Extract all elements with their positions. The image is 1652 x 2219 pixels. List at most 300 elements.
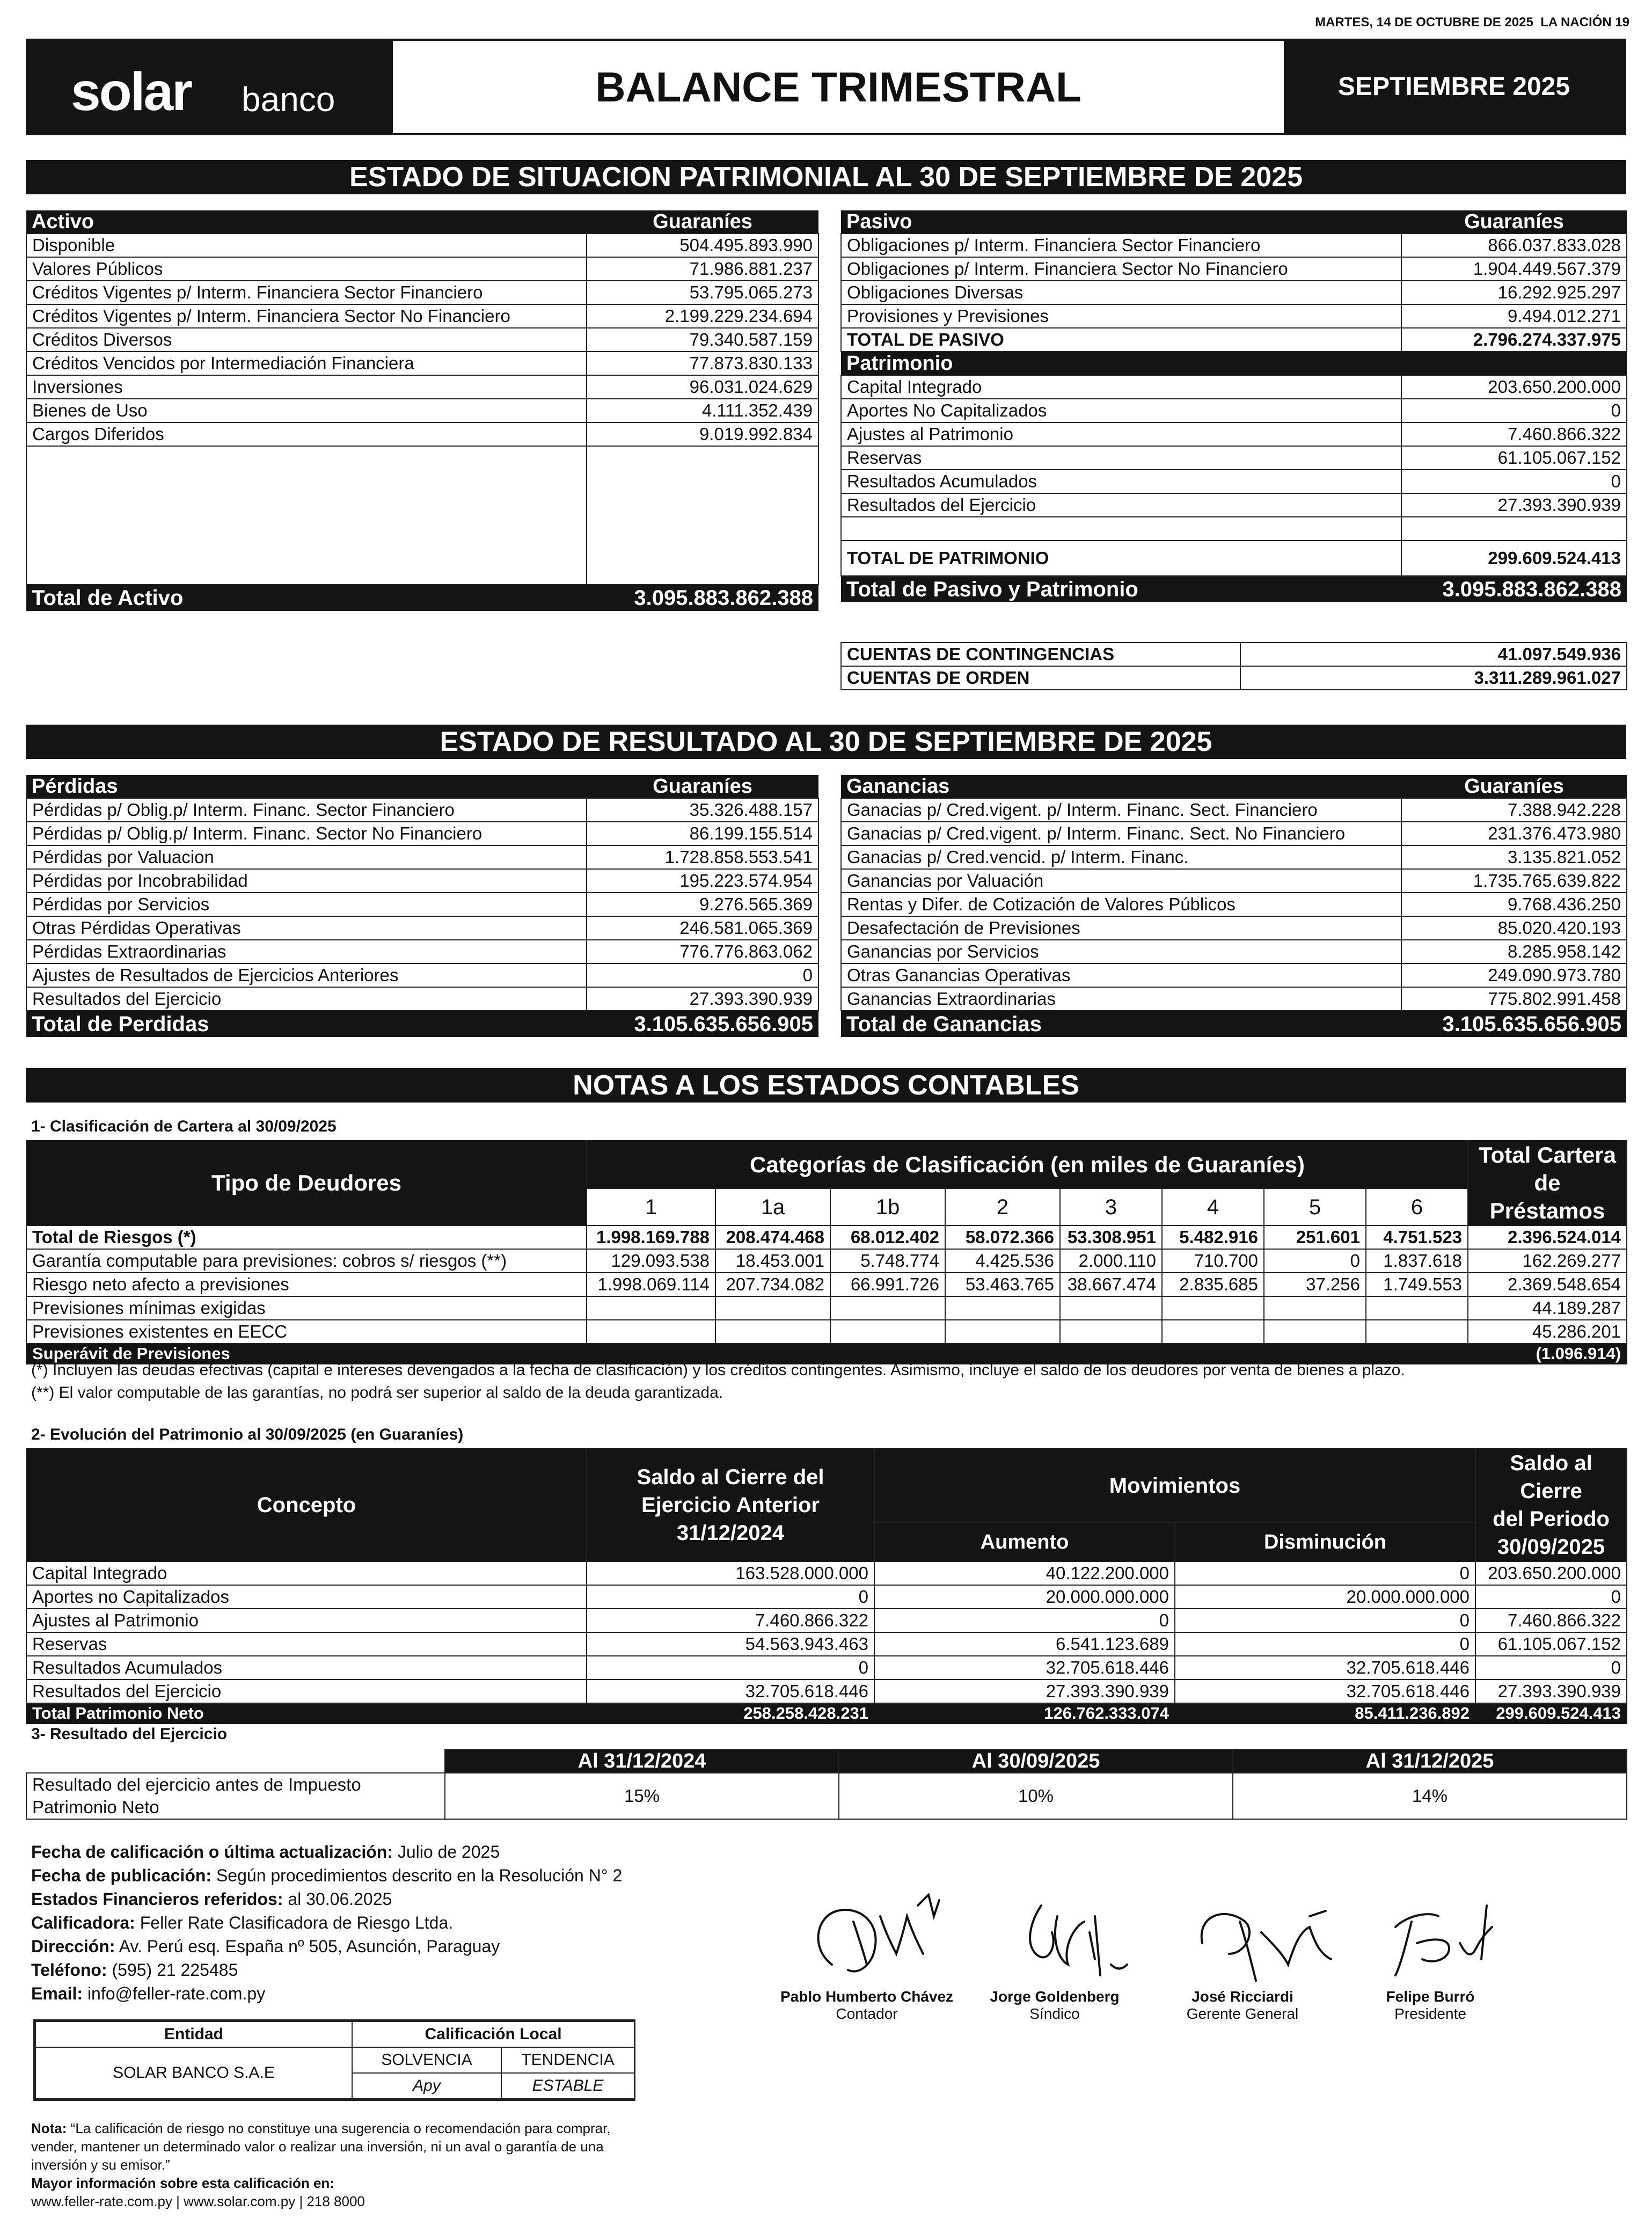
cartera-cell: 58.072.366 <box>945 1225 1060 1249</box>
ganancias-row <box>841 869 1627 893</box>
cartera-cell: 1.998.169.788 <box>587 1225 715 1249</box>
evolucion-d: 0 <box>1475 1656 1627 1680</box>
evolucion-c: 0 <box>1175 1632 1475 1656</box>
saldo-cierre-line3: 30/09/2025 <box>1497 1535 1605 1559</box>
patrimonio-label: Ajustes al Patrimonio <box>841 422 1401 446</box>
evolucion-b: 32.705.618.446 <box>874 1656 1175 1680</box>
patrimonio-value: 27.393.390.939 <box>1401 493 1627 517</box>
activo-row <box>26 281 818 304</box>
cartera-heading: 1- Clasificación de Cartera al 30/09/2025 <box>31 1118 337 1135</box>
fecha-publicacion-label: Fecha de publicación: <box>31 1866 212 1885</box>
logo-main: solar <box>71 62 192 122</box>
ganancias-value: 7.388.942.228 <box>1401 798 1627 822</box>
nota-text: “La calificación de riesgo no constituye una sugerencia o recomendación para comprar, vender, mantener un determinado valor o realizar una inversión, ni un aval o garantía de una inversión y su emisor.” <box>31 2120 611 2173</box>
perdidas-row <box>26 822 818 845</box>
activo-value: 4.111.352.439 <box>587 399 818 422</box>
perdidas-row <box>26 798 818 822</box>
telefono <box>31 1958 729 1982</box>
direccion-value: Av. Perú esq. España nº 505, Asunción, Paraguay <box>119 1937 500 1956</box>
categoria-6: 6 <box>1366 1188 1468 1225</box>
pasivo-header: Pasivo <box>841 210 1401 233</box>
cartera-cell: 710.700 <box>1162 1249 1264 1273</box>
resultado-ej-label <box>26 1773 445 1819</box>
fecha-calificacion-value: Julio de 2025 <box>397 1842 500 1862</box>
nota-disclaimer <box>31 2119 638 2210</box>
activo-value: 77.873.830.133 <box>587 352 818 375</box>
cartera-table <box>26 1140 1626 1364</box>
perdidas-table <box>26 775 818 1037</box>
ganancias-value: 1.735.765.639.822 <box>1401 869 1627 893</box>
cartera-note-2: (**) El valor computable de las garantías, no podrá ser superior al saldo de la deuda garantizada. <box>31 1384 723 1402</box>
firma-block <box>1149 1988 1336 2023</box>
cartera-cell <box>945 1320 1060 1344</box>
perdidas-value: 195.223.574.954 <box>587 869 818 893</box>
cartera-cell <box>1366 1320 1468 1344</box>
activo-spacer <box>26 446 587 585</box>
cartera-cell <box>830 1296 945 1320</box>
firma-block <box>961 1988 1149 2023</box>
evolucion-d: 0 <box>1475 1585 1627 1609</box>
orden-value: 3.311.289.961.027 <box>1240 666 1627 690</box>
perdidas-row <box>26 916 818 940</box>
cartera-row-label: Garantía computable para previsiones: cobros s/ riesgos (**) <box>26 1249 587 1273</box>
saldo-cierre-line1: Saldo al Cierre <box>1510 1451 1592 1503</box>
total-perdidas-label: Total de Perdidas <box>26 1011 587 1037</box>
patrimonio-value: 0 <box>1401 399 1627 422</box>
notas-title: NOTAS A LOS ESTADOS CONTABLES <box>26 1068 1626 1103</box>
patrimonio-row <box>841 446 1627 470</box>
perdidas-value: 0 <box>587 963 818 987</box>
cartera-row-label: Total de Riesgos (*) <box>26 1225 587 1249</box>
saldo-anterior-line1: Saldo al Cierre del <box>637 1465 824 1489</box>
categoria-2: 2 <box>945 1188 1060 1225</box>
patrimonio-label: Reservas <box>841 446 1401 470</box>
evolucion-b: 0 <box>874 1609 1175 1632</box>
saldo-cierre-header <box>1475 1449 1627 1561</box>
total-pp-label: Total de Pasivo y Patrimonio <box>841 576 1401 602</box>
cartera-notes <box>31 1359 1620 1404</box>
cartera-total: 2.369.548.654 <box>1468 1273 1627 1296</box>
evolucion-c: 32.705.618.446 <box>1175 1680 1475 1703</box>
tipo-deudores-header: Tipo de Deudores <box>26 1141 587 1225</box>
evolucion-c: 0 <box>1175 1609 1475 1632</box>
activo-row <box>26 375 818 399</box>
evolucion-total-label: Total Patrimonio Neto <box>26 1703 587 1724</box>
cartera-cell <box>945 1296 1060 1320</box>
cartera-cell: 4.425.536 <box>945 1249 1060 1273</box>
activo-spacer-value <box>587 446 818 585</box>
activo-table <box>26 210 818 611</box>
ganancias-row <box>841 916 1627 940</box>
ganancias-row <box>841 798 1627 822</box>
cartera-total: 45.286.201 <box>1468 1320 1627 1344</box>
firma-name: Felipe Burró <box>1386 1988 1475 2005</box>
perdidas-value: 35.326.488.157 <box>587 798 818 822</box>
ganancias-label: Ganancias por Valuación <box>841 869 1401 893</box>
calificacion-info <box>31 1840 729 2005</box>
signature-chavez <box>818 1895 939 1972</box>
activo-value: 96.031.024.629 <box>587 375 818 399</box>
tendencia-value: ESTABLE <box>501 2073 634 2099</box>
evolucion-row <box>26 1585 1627 1609</box>
cartera-cell: 53.308.951 <box>1060 1225 1162 1249</box>
perdidas-label: Pérdidas Extraordinarias <box>26 940 587 963</box>
activo-label: Cargos Diferidos <box>26 422 587 446</box>
pasivo-row <box>841 281 1627 304</box>
activo-value: 2.199.229.234.694 <box>587 304 818 328</box>
perdidas-value: 27.393.390.939 <box>587 987 818 1011</box>
activo-value: 71.986.881.237 <box>587 257 818 281</box>
fecha-calificacion-label: Fecha de calificación o última actualización: <box>31 1842 393 1862</box>
activo-value: 9.019.992.834 <box>587 422 818 446</box>
ganancias-row <box>841 940 1627 963</box>
concepto-header: Concepto <box>26 1449 587 1561</box>
report-title: BALANCE TRIMESTRAL <box>595 63 1081 111</box>
cartera-cell: 38.667.474 <box>1060 1273 1162 1296</box>
superavit-label: Superávit de Previsiones <box>26 1344 1468 1364</box>
firmas-row <box>773 1988 1524 2023</box>
telefono-value: (595) 21 225485 <box>112 1960 238 1980</box>
patrimonio-spacer-value <box>1401 517 1627 541</box>
cartera-cell: 251.601 <box>1264 1225 1366 1249</box>
activo-label: Inversiones <box>26 375 587 399</box>
perdidas-label: Pérdidas p/ Oblig.p/ Interm. Financ. Sector No Financiero <box>26 822 587 845</box>
total-pasivo-label: TOTAL DE PASIVO <box>841 328 1401 352</box>
perdidas-value: 1.728.858.553.541 <box>587 845 818 869</box>
signature-names <box>773 1988 1524 2023</box>
estados-referidos <box>31 1887 729 1911</box>
ganancias-label: Ganacias p/ Cred.vigent. p/ Interm. Financ. Sect. No Financiero <box>841 822 1401 845</box>
cartera-cell <box>1060 1320 1162 1344</box>
categorias-header: Categorías de Clasificación (en miles de Guaraníes) <box>587 1141 1468 1188</box>
perdidas-label: Resultados del Ejercicio <box>26 987 587 1011</box>
ganancias-header: Ganancias <box>841 775 1401 798</box>
activo-row <box>26 233 818 257</box>
pasivo-label: Obligaciones Diversas <box>841 281 1401 304</box>
activo-label: Créditos Vigentes p/ Interm. Financiera Sector No Financiero <box>26 304 587 328</box>
evolucion-b: 27.393.390.939 <box>874 1680 1175 1703</box>
evolucion-a: 32.705.618.446 <box>587 1680 874 1703</box>
patrimonio-row <box>841 470 1627 493</box>
cartera-row <box>26 1320 1627 1344</box>
categoria-5: 5 <box>1264 1188 1366 1225</box>
tendencia-header: TENDENCIA <box>501 2047 634 2073</box>
cartera-cell: 37.256 <box>1264 1273 1366 1296</box>
cartera-cell: 1.837.618 <box>1366 1249 1468 1273</box>
evolucion-row <box>26 1561 1627 1585</box>
cartera-row-label: Previsiones existentes en EECC <box>26 1320 587 1344</box>
fecha-calificacion <box>31 1840 729 1864</box>
nota-label: Nota: <box>31 2120 67 2136</box>
estados-referidos-label: Estados Financieros referidos: <box>31 1889 283 1909</box>
cartera-row <box>26 1273 1627 1296</box>
cartera-row-label: Riesgo neto afecto a previsiones <box>26 1273 587 1296</box>
pasivo-value: 9.494.012.271 <box>1401 304 1627 328</box>
resultado-ej-value-2: 10% <box>839 1773 1233 1819</box>
activo-value: 79.340.587.159 <box>587 328 818 352</box>
patrimonio-label: Resultados del Ejercicio <box>841 493 1401 517</box>
pasivo-currency: Guaraníes <box>1401 210 1627 233</box>
ganancias-value: 9.768.436.250 <box>1401 893 1627 916</box>
logo-block <box>28 41 393 133</box>
activo-row <box>26 422 818 446</box>
ganancias-row <box>841 963 1627 987</box>
resultado-ej-col-2: Al 30/09/2025 <box>839 1749 1233 1773</box>
cartera-cell <box>1162 1296 1264 1320</box>
patrimonio-value: 61.105.067.152 <box>1401 446 1627 470</box>
total-activo-value: 3.095.883.862.388 <box>587 585 818 611</box>
pasivo-value: 866.037.833.028 <box>1401 233 1627 257</box>
total-pasivo-value: 2.796.274.337.975 <box>1401 328 1627 352</box>
activo-label: Disponible <box>26 233 587 257</box>
cartera-cell <box>1264 1296 1366 1320</box>
cartera-cell: 208.474.468 <box>715 1225 830 1249</box>
ganancias-label: Rentas y Difer. de Cotización de Valores Públicos <box>841 893 1401 916</box>
cartera-cell: 0 <box>1264 1249 1366 1273</box>
movimientos-header: Movimientos <box>874 1449 1475 1523</box>
pasivo-row <box>841 304 1627 328</box>
pasivo-value: 1.904.449.567.379 <box>1401 257 1627 281</box>
resultado-ej-col-1: Al 31/12/2024 <box>445 1749 839 1773</box>
cartera-total: 44.189.287 <box>1468 1296 1627 1320</box>
cartera-row-label: Previsiones mínimas exigidas <box>26 1296 587 1320</box>
evolucion-label: Aportes no Capitalizados <box>26 1585 587 1609</box>
resultado-ej-corner <box>26 1749 445 1773</box>
categoria-1b: 1b <box>830 1188 945 1225</box>
firma-role: Presidente <box>1394 2005 1466 2022</box>
evolucion-a: 0 <box>587 1656 874 1680</box>
links: www.feller-rate.com.py | www.solar.com.py | 218 8000 <box>31 2193 365 2209</box>
cartera-cell <box>1162 1320 1264 1344</box>
resultado-ej-value-1: 15% <box>445 1773 839 1819</box>
evolucion-total-d: 299.609.524.413 <box>1475 1703 1627 1724</box>
pasivo-value: 16.292.925.297 <box>1401 281 1627 304</box>
perdidas-value: 86.199.155.514 <box>587 822 818 845</box>
cartera-cell: 1.998.069.114 <box>587 1273 715 1296</box>
ganancias-value: 231.376.473.980 <box>1401 822 1627 845</box>
patrimonio-value: 0 <box>1401 470 1627 493</box>
patrimonio-spacer <box>841 517 1401 541</box>
saldo-anterior-line2: Ejercicio Anterior <box>641 1493 820 1517</box>
email <box>31 1982 729 2005</box>
ganancias-value: 3.135.821.052 <box>1401 845 1627 869</box>
cartera-cell: 207.734.082 <box>715 1273 830 1296</box>
cartera-cell: 2.000.110 <box>1060 1249 1162 1273</box>
evolucion-label: Resultados del Ejercicio <box>26 1680 587 1703</box>
perdidas-label: Pérdidas p/ Oblig.p/ Interm. Financ. Sector Financiero <box>26 798 587 822</box>
cartera-cell <box>715 1296 830 1320</box>
resultado-ej-heading: 3- Resultado del Ejercicio <box>31 1725 228 1743</box>
ganancias-label: Desafectación de Previsiones <box>841 916 1401 940</box>
cartera-cell <box>1060 1296 1162 1320</box>
evolucion-total-c: 85.411.236.892 <box>1175 1703 1475 1724</box>
cartera-cell: 4.751.523 <box>1366 1225 1468 1249</box>
evolucion-d: 7.460.866.322 <box>1475 1609 1627 1632</box>
email-value: info@feller-rate.com.py <box>87 1984 266 2003</box>
perdidas-row <box>26 963 818 987</box>
patrimonio-label: Capital Integrado <box>841 375 1401 399</box>
activo-row <box>26 399 818 422</box>
pasivo-label: Obligaciones p/ Interm. Financiera Sector No Financiero <box>841 257 1401 281</box>
fecha-publicacion-value: Según procedimientos descrito en la Resolución N° 2 <box>216 1866 623 1885</box>
cartera-cell: 5.482.916 <box>1162 1225 1264 1249</box>
ganancias-label: Ganancias Extraordinarias <box>841 987 1401 1011</box>
firma-role: Contador <box>836 2005 898 2022</box>
solvencia-header: SOLVENCIA <box>352 2047 501 2073</box>
activo-row <box>26 257 818 281</box>
resultado-ej-label-2: Patrimonio Neto <box>32 1797 159 1817</box>
cartera-cell: 18.453.001 <box>715 1249 830 1273</box>
evolucion-label: Capital Integrado <box>26 1561 587 1585</box>
report-period: SEPTIEMBRE 2025 <box>1284 41 1624 133</box>
cartera-row <box>26 1296 1627 1320</box>
ganancias-currency: Guaraníes <box>1401 775 1627 798</box>
mas-info: Mayor información sobre esta calificación en: <box>31 2175 334 2191</box>
evolucion-row <box>26 1656 1627 1680</box>
date-text: MARTES, 14 DE OCTUBRE DE 2025 <box>1315 15 1533 30</box>
evolucion-a: 163.528.000.000 <box>587 1561 874 1585</box>
orden-label: CUENTAS DE ORDEN <box>841 666 1240 690</box>
cartera-cell <box>715 1320 830 1344</box>
firma-role: Gerente General <box>1186 2005 1299 2022</box>
perdidas-row <box>26 940 818 963</box>
cartera-cell: 5.748.774 <box>830 1249 945 1273</box>
activo-value: 504.495.893.990 <box>587 233 818 257</box>
evolucion-a: 0 <box>587 1585 874 1609</box>
fecha-publicacion <box>31 1864 729 1887</box>
balance-title: ESTADO DE SITUACION PATRIMONIAL AL 30 DE SEPTIEMBRE DE 2025 <box>26 160 1626 194</box>
total-ganancias-value: 3.105.635.656.905 <box>1401 1011 1627 1037</box>
perdidas-label: Pérdidas por Valuacion <box>26 845 587 869</box>
firma-role: Síndico <box>1029 2005 1080 2022</box>
resultado-ej-label-1: Resultado del ejercicio antes de Impuesto <box>32 1775 361 1794</box>
ganancias-value: 8.285.958.142 <box>1401 940 1627 963</box>
evolucion-b: 6.541.123.689 <box>874 1632 1175 1656</box>
cartera-row <box>26 1249 1627 1273</box>
cartera-cell <box>830 1320 945 1344</box>
total-cartera-line1: Total Cartera <box>1479 1142 1617 1167</box>
resultado-ej-value-3: 14% <box>1233 1773 1627 1819</box>
pasivo-row <box>841 233 1627 257</box>
activo-label: Bienes de Uso <box>26 399 587 422</box>
perdidas-row <box>26 869 818 893</box>
patrimonio-row <box>841 375 1627 399</box>
total-activo-label: Total de Activo <box>26 585 587 611</box>
cartera-cell: 66.991.726 <box>830 1273 945 1296</box>
total-cartera-line2: de Préstamos <box>1489 1170 1605 1223</box>
activo-header: Activo <box>26 210 587 233</box>
resultado-title: ESTADO DE RESULTADO AL 30 DE SEPTIEMBRE DE 2025 <box>26 725 1626 759</box>
perdidas-currency: Guaraníes <box>587 775 818 798</box>
categoria-1: 1 <box>587 1188 715 1225</box>
cartera-cell: 2.835.685 <box>1162 1273 1264 1296</box>
entidad-name: SOLAR BANCO S.A.E <box>35 2047 352 2099</box>
calificadora-label: Calificadora: <box>31 1913 135 1932</box>
ganancias-value: 85.020.420.193 <box>1401 916 1627 940</box>
signature-burro <box>1395 1906 1492 1975</box>
direccion-label: Dirección: <box>31 1937 115 1956</box>
firma-name: Pablo Humberto Chávez <box>780 1988 954 2005</box>
firma-block <box>773 1988 961 2023</box>
cartera-cell <box>587 1320 715 1344</box>
evolucion-total-b: 126.762.333.074 <box>874 1703 1175 1724</box>
patrimonio-row <box>841 422 1627 446</box>
perdidas-row <box>26 893 818 916</box>
resultado-ej-table <box>26 1749 1626 1820</box>
ganancias-row <box>841 893 1627 916</box>
signature-goldenberg <box>1030 1906 1127 1975</box>
evolucion-label: Ajustes al Patrimonio <box>26 1609 587 1632</box>
cartera-note-1: (*) Incluyen las deudas efectivas (capital e intereses devengados a la fecha de clasificación) y los créditos contingentes. Asimismo, incluye el saldo de los deudores por venta de bienes a plazo. <box>31 1361 1405 1379</box>
saldo-cierre-line2: del Periodo <box>1493 1507 1610 1531</box>
total-patrimonio-label: TOTAL DE PATRIMONIO <box>841 541 1401 576</box>
cartera-total: 162.269.277 <box>1468 1249 1627 1273</box>
firma-name: José Ricciardi <box>1192 1988 1293 2005</box>
patrimonio-value: 7.460.866.322 <box>1401 422 1627 446</box>
solvencia-value: Apy <box>352 2073 501 2099</box>
ganancias-value: 775.802.991.458 <box>1401 987 1627 1011</box>
ganancias-label: Otras Ganancias Operativas <box>841 963 1401 987</box>
patrimonio-label: Resultados Acumulados <box>841 470 1401 493</box>
cartera-cell <box>1264 1320 1366 1344</box>
perdidas-row <box>26 987 818 1011</box>
resultado-ej-col-3: Al 31/12/2025 <box>1233 1749 1627 1773</box>
activo-label: Créditos Diversos <box>26 328 587 352</box>
ganancias-label: Ganacias p/ Cred.vigent. p/ Interm. Financ. Sect. Financiero <box>841 798 1401 822</box>
entidad-header: Entidad <box>35 2021 352 2047</box>
cartera-total: 2.396.524.014 <box>1468 1225 1627 1249</box>
pasivo-row <box>841 257 1627 281</box>
perdidas-label: Pérdidas por Servicios <box>26 893 587 916</box>
evolucion-row <box>26 1609 1627 1632</box>
cartera-row <box>26 1225 1627 1249</box>
patrimonio-row <box>841 399 1627 422</box>
evolucion-table <box>26 1448 1626 1724</box>
aumento-header: Aumento <box>874 1523 1175 1561</box>
evolucion-d: 61.105.067.152 <box>1475 1632 1627 1656</box>
telefono-label: Teléfono: <box>31 1960 107 1980</box>
perdidas-value: 776.776.863.062 <box>587 940 818 963</box>
perdidas-label: Ajustes de Resultados de Ejercicios Anteriores <box>26 963 587 987</box>
signature-ricciardi <box>1202 1911 1331 1981</box>
total-cartera-header <box>1468 1141 1627 1225</box>
evolucion-c: 32.705.618.446 <box>1175 1656 1475 1680</box>
perdidas-label: Pérdidas por Incobrabilidad <box>26 869 587 893</box>
perdidas-value: 9.276.565.369 <box>587 893 818 916</box>
evolucion-a: 54.563.943.463 <box>587 1632 874 1656</box>
total-pp-value: 3.095.883.862.388 <box>1401 576 1627 602</box>
contingencias-value: 41.097.549.936 <box>1240 643 1627 666</box>
ganancias-row <box>841 987 1627 1011</box>
ganancias-label: Ganancias por Servicios <box>841 940 1401 963</box>
cartera-cell: 53.463.765 <box>945 1273 1060 1296</box>
logo-sub: banco <box>242 80 335 119</box>
saldo-anterior-line3: 31/12/2024 <box>676 1521 785 1545</box>
evolucion-label: Resultados Acumulados <box>26 1656 587 1680</box>
ganancias-row <box>841 845 1627 869</box>
evolucion-b: 20.000.000.000 <box>874 1585 1175 1609</box>
evolucion-d: 27.393.390.939 <box>1475 1680 1627 1703</box>
evolucion-c: 20.000.000.000 <box>1175 1585 1475 1609</box>
cartera-cell: 1.749.553 <box>1366 1273 1468 1296</box>
date-line <box>1315 15 1629 30</box>
direccion <box>31 1935 729 1958</box>
evolucion-c: 0 <box>1175 1561 1475 1585</box>
firma-name: Jorge Goldenberg <box>990 1988 1120 2005</box>
cuentas-table <box>840 642 1626 690</box>
perdidas-label: Otras Pérdidas Operativas <box>26 916 587 940</box>
email-label: Email: <box>31 1984 83 2003</box>
